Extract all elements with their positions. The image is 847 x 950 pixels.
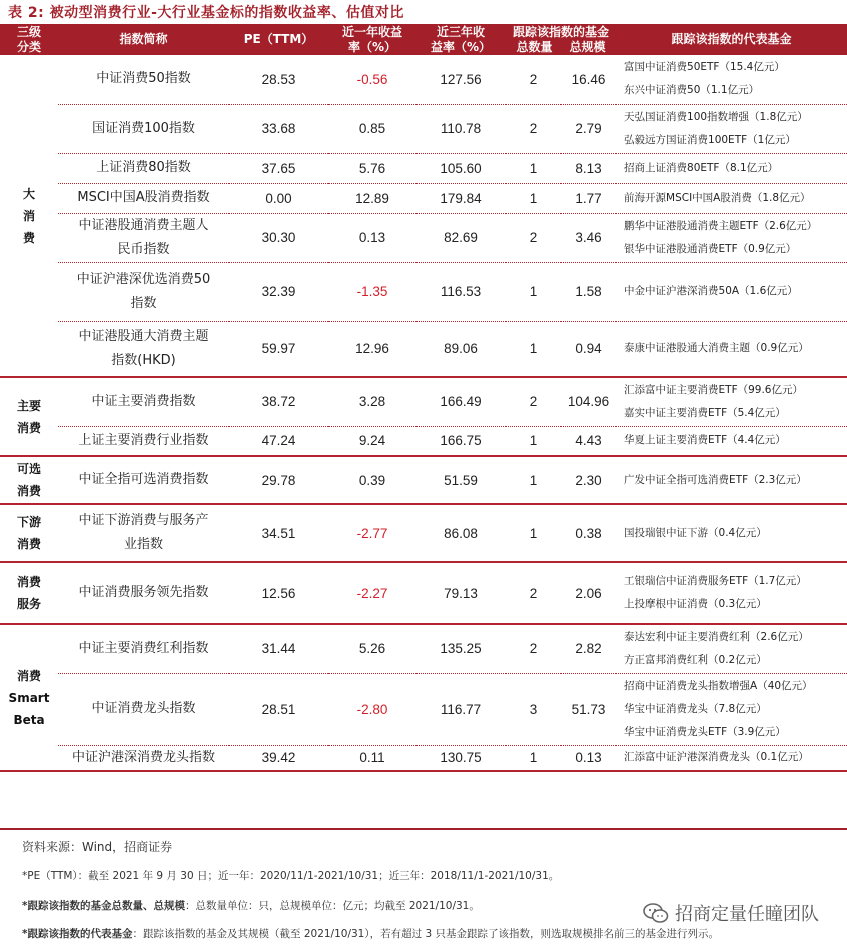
fund-item: 前海开源MSCI中国A股消费（1.8亿元） xyxy=(624,191,811,204)
fund-size-cell: 3.46 xyxy=(561,213,616,262)
fund-item: 广发中证全指可选消费ETF（2.3亿元） xyxy=(624,473,807,486)
fund-count-cell: 1 xyxy=(506,262,561,321)
fund-item: 方正富邦消费红利（0.2亿元） xyxy=(624,653,767,666)
fund-count-cell: 2 xyxy=(506,104,561,153)
table-row xyxy=(0,104,847,153)
pe-cell: 59.97 xyxy=(229,321,328,377)
rep-funds-cell xyxy=(616,377,847,426)
fund-count-cell: 1 xyxy=(506,321,561,377)
pe-cell: 28.51 xyxy=(229,673,328,745)
header-funds: 跟踪该指数的基金 总数量 总规模 xyxy=(513,24,610,54)
return-3y-cell: 51.59 xyxy=(416,456,506,504)
return-1y-cell: -2.77 xyxy=(328,504,416,562)
table-row xyxy=(0,213,847,262)
table-row xyxy=(0,183,847,213)
return-3y-cell: 82.69 xyxy=(416,213,506,262)
table-header xyxy=(0,24,847,55)
table-title: 表 2: 被动型消费行业-大行业基金标的指数收益率、估值对比 xyxy=(8,5,404,21)
fund-size-cell: 8.13 xyxy=(561,153,616,183)
index-name-cell: 中证港股通大消费主题 指数(HKD) xyxy=(58,321,229,377)
index-name-cell: 中证主要消费红利指数 xyxy=(58,624,229,673)
return-3y-cell: 179.84 xyxy=(416,183,506,213)
header-index-name: 指数简称 xyxy=(119,32,168,46)
fund-count-cell: 3 xyxy=(506,673,561,745)
fund-item: 华夏上证主要消费ETF（4.4亿元） xyxy=(624,434,786,447)
table-row xyxy=(0,504,847,562)
fund-size-cell: 2.30 xyxy=(561,456,616,504)
fund-item: 中金中证沪港深消费50A（1.6亿元） xyxy=(624,285,798,297)
rep-funds-cell xyxy=(616,321,847,377)
return-3y-cell: 166.75 xyxy=(416,426,506,456)
rep-funds-cell xyxy=(616,153,847,183)
header-category: 三级 分类 xyxy=(16,24,41,54)
fund-size-cell: 4.43 xyxy=(561,426,616,456)
return-3y-cell: 116.77 xyxy=(416,673,506,745)
index-name-cell: 上证主要消费行业指数 xyxy=(58,426,229,456)
note-rep-funds: *跟踪该指数的代表基金：跟踪该指数的基金及其规模（截至 2021/10/31），若有超过 3 只基金跟踪了该指数，则选取规模排名前三的基金进行列示。 xyxy=(22,928,719,940)
fund-size-cell: 0.13 xyxy=(561,745,616,771)
comparison-table xyxy=(0,24,847,772)
return-1y-cell: -0.56 xyxy=(328,55,416,104)
pe-cell: 31.44 xyxy=(229,624,328,673)
return-1y-cell: 12.96 xyxy=(328,321,416,377)
pe-cell: 34.51 xyxy=(229,504,328,562)
index-name-cell: 中证主要消费指数 xyxy=(58,377,229,426)
fund-count-cell: 1 xyxy=(506,504,561,562)
return-3y-cell: 79.13 xyxy=(416,562,506,624)
rep-funds-cell xyxy=(616,183,847,213)
fund-count-cell: 1 xyxy=(506,745,561,771)
table-body xyxy=(0,55,847,771)
table-row xyxy=(0,153,847,183)
pe-cell: 39.42 xyxy=(229,745,328,771)
fund-item: 国投瑞银中证下游（0.4亿元） xyxy=(624,526,767,539)
footer xyxy=(0,828,847,940)
table-row xyxy=(0,456,847,504)
header-fund-count: 总数量 xyxy=(516,39,553,54)
header-pe: PE（TTM） xyxy=(243,32,314,46)
header-return-3y: 近三年收 益率（%） xyxy=(430,24,492,54)
table-row xyxy=(0,262,847,321)
fund-item: 招商中证消费龙头指数增强A（40亿元） xyxy=(624,679,813,692)
return-3y-cell: 130.75 xyxy=(416,745,506,771)
category-cell: 消费 Smart Beta xyxy=(0,624,58,771)
fund-count-cell: 2 xyxy=(506,55,561,104)
wechat-label: 招商定量任瞳团队 xyxy=(675,904,819,925)
rep-funds-cell xyxy=(616,104,847,153)
return-1y-cell: 0.13 xyxy=(328,213,416,262)
return-1y-cell: 3.28 xyxy=(328,377,416,426)
return-3y-cell: 110.78 xyxy=(416,104,506,153)
note-fund-count: *跟踪该指数的基金总数量、总规模：总数量单位：只，总规模单位：亿元；均截至 2021/10/31。 xyxy=(22,900,480,912)
category-cell: 可选 消费 xyxy=(0,456,58,504)
rep-funds-cell xyxy=(616,55,847,104)
pe-cell: 47.24 xyxy=(229,426,328,456)
fund-size-cell: 2.06 xyxy=(561,562,616,624)
index-name-cell: 中证沪港深优选消费50 指数 xyxy=(58,262,229,321)
return-1y-cell: 5.76 xyxy=(328,153,416,183)
fund-size-cell: 2.82 xyxy=(561,624,616,673)
rep-funds-cell xyxy=(616,213,847,262)
fund-count-cell: 1 xyxy=(506,183,561,213)
header-fund-size: 总规模 xyxy=(569,39,606,54)
fund-item: 嘉实中证主要消费ETF（5.4亿元） xyxy=(624,406,786,419)
category-cell: 消费 服务 xyxy=(0,562,58,624)
wechat-watermark xyxy=(643,900,819,926)
fund-count-cell: 2 xyxy=(506,377,561,426)
fund-item: 工银瑞信中证消费服务ETF（1.7亿元） xyxy=(624,575,807,587)
pe-cell: 0.00 xyxy=(229,183,328,213)
table-row xyxy=(0,745,847,771)
rep-funds-cell xyxy=(616,562,847,624)
return-3y-cell: 86.08 xyxy=(416,504,506,562)
index-name-cell: 中证下游消费与服务产 业指数 xyxy=(58,504,229,562)
return-1y-cell: 12.89 xyxy=(328,183,416,213)
rep-funds-cell xyxy=(616,426,847,456)
wechat-icon xyxy=(643,902,669,924)
fund-size-cell: 0.38 xyxy=(561,504,616,562)
fund-item: 华宝中证消费龙头ETF（3.9亿元） xyxy=(624,725,786,738)
table-row xyxy=(0,673,847,745)
index-name-cell: 中证消费50指数 xyxy=(58,55,229,104)
fund-item: 银华中证港股通消费ETF（0.9亿元） xyxy=(624,242,797,255)
fund-size-cell: 16.46 xyxy=(561,55,616,104)
rep-funds-cell xyxy=(616,504,847,562)
index-name-cell: 中证沪港深消费龙头指数 xyxy=(58,745,229,771)
index-name-cell: 中证港股通消费主题人 民币指数 xyxy=(58,213,229,262)
fund-item: 弘毅远方国证消费100ETF（1亿元） xyxy=(624,133,796,146)
table-row xyxy=(0,562,847,624)
return-3y-cell: 105.60 xyxy=(416,153,506,183)
return-1y-cell: -2.80 xyxy=(328,673,416,745)
fund-item: 泰达宏利中证主要消费红利（2.6亿元） xyxy=(624,630,809,643)
rep-funds-cell xyxy=(616,624,847,673)
fund-item: 鹏华中证港股通消费主题ETF（2.6亿元） xyxy=(624,219,818,232)
note-pe: *PE（TTM）：截至 2021 年 9 月 30 日；近一年：2020/11/1-2021/10/31；近三年：2018/11/1-2021/10/31。 xyxy=(22,870,560,882)
return-1y-cell: 0.85 xyxy=(328,104,416,153)
pe-cell: 33.68 xyxy=(229,104,328,153)
rep-funds-cell xyxy=(616,262,847,321)
category-cell: 主要 消费 xyxy=(0,377,58,456)
fund-item: 天弘国证消费100指数增强（1.8亿元） xyxy=(624,110,808,123)
table-row xyxy=(0,55,847,104)
return-3y-cell: 135.25 xyxy=(416,624,506,673)
source-note: 资料来源：Wind，招商证券 xyxy=(22,840,173,854)
fund-item: 华宝中证消费龙头（7.8亿元） xyxy=(624,702,767,715)
header-return-1y: 近一年收益 率（%） xyxy=(341,24,402,54)
pe-cell: 28.53 xyxy=(229,55,328,104)
table-row xyxy=(0,321,847,377)
fund-item: 富国中证消费50ETF（15.4亿元） xyxy=(624,61,785,74)
fund-item: 东兴中证消费50（1.1亿元） xyxy=(624,84,760,97)
return-3y-cell: 127.56 xyxy=(416,55,506,104)
rep-funds-cell xyxy=(616,745,847,771)
index-name-cell: 中证消费服务领先指数 xyxy=(58,562,229,624)
pe-cell: 38.72 xyxy=(229,377,328,426)
pe-cell: 12.56 xyxy=(229,562,328,624)
pe-cell: 32.39 xyxy=(229,262,328,321)
fund-size-cell: 2.79 xyxy=(561,104,616,153)
return-1y-cell: 0.39 xyxy=(328,456,416,504)
fund-count-cell: 2 xyxy=(506,562,561,624)
index-name-cell: 中证全指可选消费指数 xyxy=(58,456,229,504)
pe-cell: 30.30 xyxy=(229,213,328,262)
fund-size-cell: 1.77 xyxy=(561,183,616,213)
return-1y-cell: -2.27 xyxy=(328,562,416,624)
pe-cell: 37.65 xyxy=(229,153,328,183)
fund-count-cell: 1 xyxy=(506,426,561,456)
fund-count-cell: 2 xyxy=(506,624,561,673)
category-cell: 大 消 费 xyxy=(0,55,58,377)
category-cell: 下游 消费 xyxy=(0,504,58,562)
fund-item: 招商上证消费80ETF（8.1亿元） xyxy=(624,161,779,174)
index-name-cell: MSCI中国A股消费指数 xyxy=(58,183,229,213)
return-1y-cell: 0.11 xyxy=(328,745,416,771)
pe-cell: 29.78 xyxy=(229,456,328,504)
table-row xyxy=(0,426,847,456)
fund-size-cell: 1.58 xyxy=(561,262,616,321)
fund-item: 上投摩根中证消费（0.3亿元） xyxy=(624,598,767,610)
fund-item: 泰康中证港股通大消费主题（0.9亿元） xyxy=(624,342,809,355)
return-1y-cell: -1.35 xyxy=(328,262,416,321)
return-3y-cell: 116.53 xyxy=(416,262,506,321)
return-3y-cell: 89.06 xyxy=(416,321,506,377)
table-row xyxy=(0,377,847,426)
fund-count-cell: 2 xyxy=(506,213,561,262)
fund-size-cell: 104.96 xyxy=(561,377,616,426)
table-row xyxy=(0,624,847,673)
index-name-cell: 国证消费100指数 xyxy=(58,104,229,153)
index-name-cell: 中证消费龙头指数 xyxy=(58,673,229,745)
index-name-cell: 上证消费80指数 xyxy=(58,153,229,183)
rep-funds-cell xyxy=(616,456,847,504)
fund-count-cell: 1 xyxy=(506,153,561,183)
return-1y-cell: 9.24 xyxy=(328,426,416,456)
fund-item: 汇添富中证沪港深消费龙头（0.1亿元） xyxy=(624,751,809,764)
fund-item: 汇添富中证主要消费ETF（99.6亿元） xyxy=(624,383,803,396)
fund-size-cell: 51.73 xyxy=(561,673,616,745)
header-rep-funds: 跟踪该指数的代表基金 xyxy=(671,32,792,46)
fund-count-cell: 1 xyxy=(506,456,561,504)
return-3y-cell: 166.49 xyxy=(416,377,506,426)
rep-funds-cell xyxy=(616,673,847,745)
fund-size-cell: 0.94 xyxy=(561,321,616,377)
return-1y-cell: 5.26 xyxy=(328,624,416,673)
